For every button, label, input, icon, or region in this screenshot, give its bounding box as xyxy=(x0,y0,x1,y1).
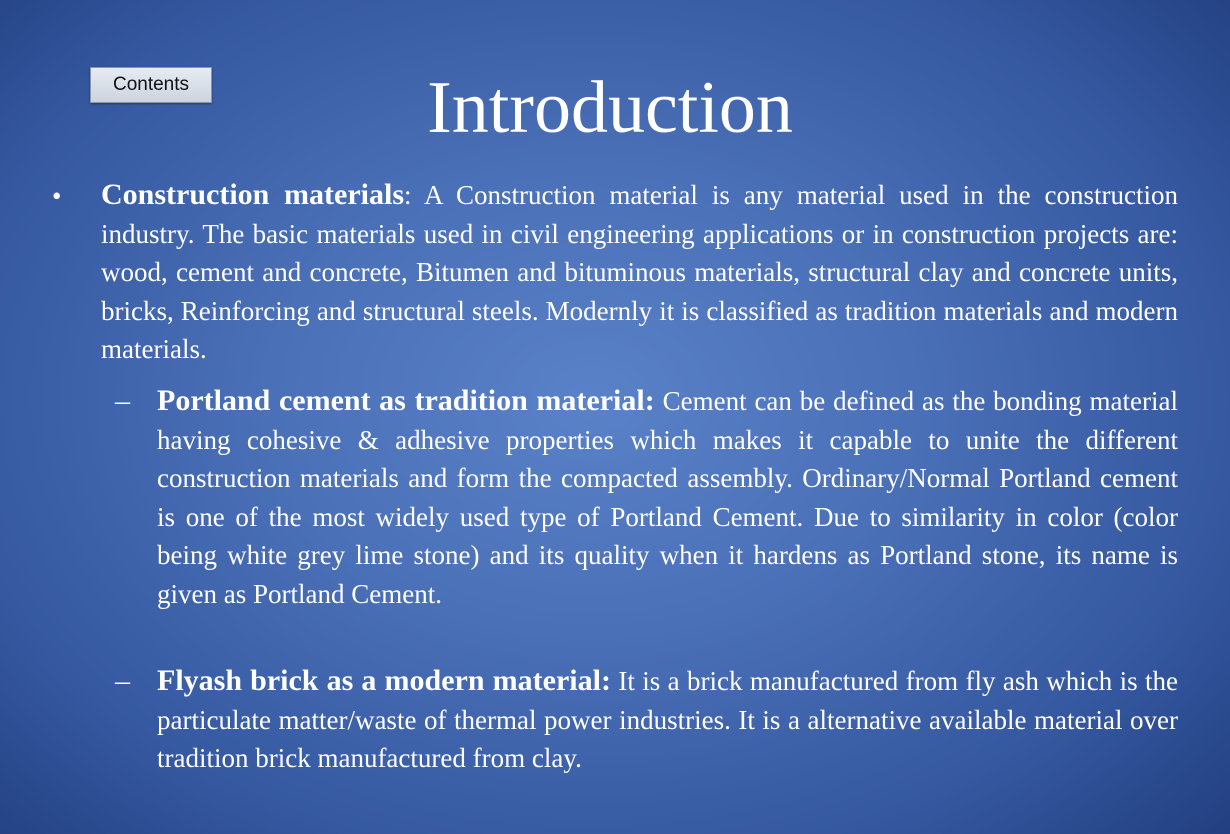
term-portland-cement: Portland cement as tradition material: xyxy=(157,384,655,417)
sub-bullet-marker-2: – xyxy=(115,664,130,697)
slide-title: Introduction xyxy=(427,67,793,149)
term-construction-materials: Construction materials xyxy=(101,178,405,211)
sub-bullet-marker-1: – xyxy=(115,384,130,417)
flyash-brick-body: It is a brick manufactured from fly ash which is the particulate matter/waste of thermal power industries. It is a alternative available material over tradition brick manufactured from clay. xyxy=(157,666,1178,773)
contents-button[interactable]: Contents xyxy=(90,67,212,103)
main-bullet-text xyxy=(101,176,1178,369)
sub-bullet-portland-cement xyxy=(157,382,1178,613)
sub-bullet-flyash-brick xyxy=(157,662,1178,778)
portland-cement-body: Cement can be defined as the bonding material having cohesive & adhesive properties which makes it capable to unite the different construction materials and form the compacted assembly. Ordinary/Normal Portland cement is one of the most widely used type of Portland Cement. Due to similarity in color (color being white grey lime stone) and its quality when it hardens as Portland stone, its name is given as Portland Cement. xyxy=(157,386,1178,609)
main-bullet-body: : A Construction material is any material used in the construction industry. The basic materials used in civil engineering applications or in construction projects are: wood, cement and concrete, Bitumen and bituminous materials, structural clay and concrete units, bricks, Reinforcing and structural steels. Modernly it is classified as tradition materials and modern materials. xyxy=(101,180,1179,364)
term-flyash-brick: Flyash brick as a modern material: xyxy=(157,664,611,697)
bullet-marker: • xyxy=(52,181,62,211)
